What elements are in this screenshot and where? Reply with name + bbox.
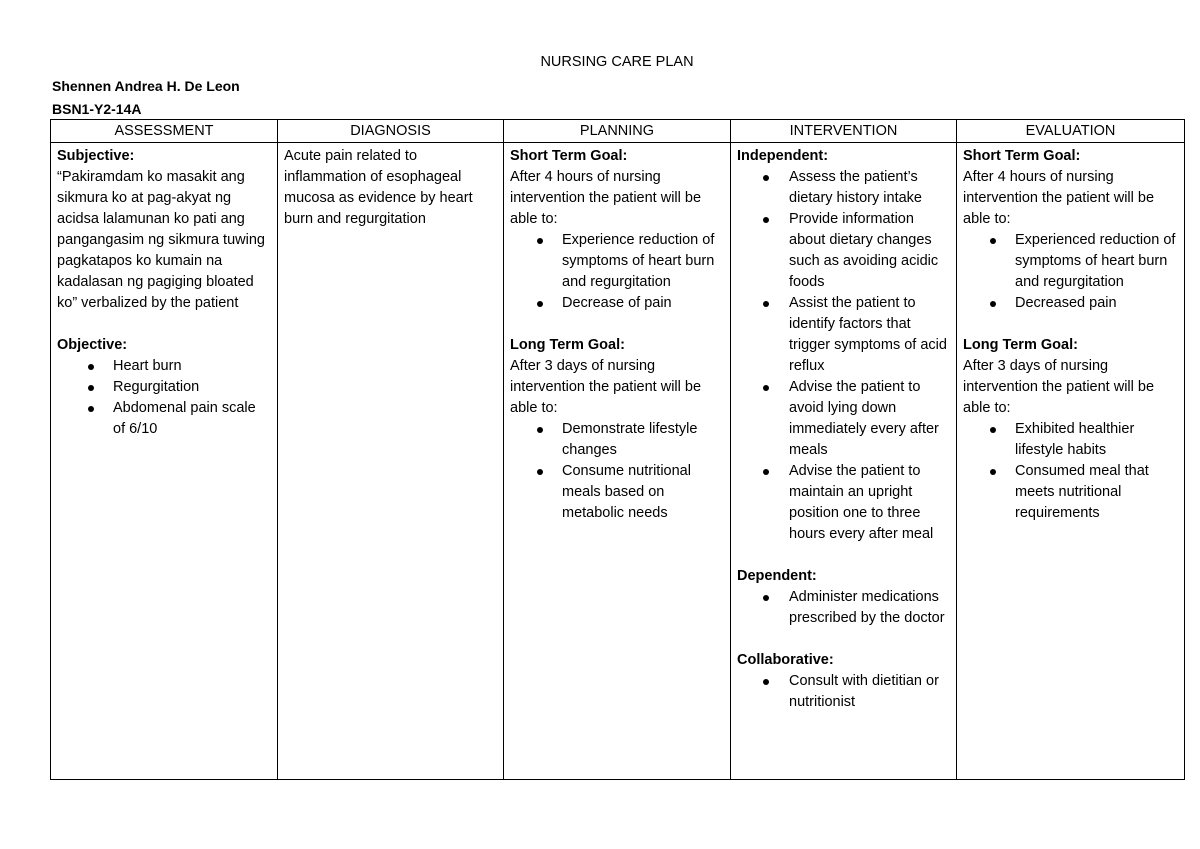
bullet-icon	[537, 469, 543, 475]
bullet-icon	[537, 238, 543, 244]
bullet-icon	[88, 364, 94, 370]
list-item: Consume nutritional meals based on metabolic needs	[510, 461, 724, 524]
list-item: Decrease of pain	[510, 293, 724, 314]
list-item: Administer medications prescribed by the doctor	[737, 587, 950, 629]
bullet-icon	[990, 427, 996, 433]
list-item: Regurgitation	[57, 377, 271, 398]
bullet-icon	[990, 301, 996, 307]
evaluation-short-term-intro: After 4 hours of nursing intervention the patient will be able to:	[963, 169, 1155, 227]
header-diagnosis: DIAGNOSIS	[278, 120, 504, 143]
subjective-label: Subjective:	[57, 148, 135, 164]
list-item: Consult with dietitian or nutritionist	[737, 671, 950, 713]
header-planning: PLANNING	[504, 120, 731, 143]
list-item: Abdomenal pain scale of 6/10	[57, 398, 271, 440]
list-item: Demonstrate lifestyle changes	[510, 419, 724, 461]
header-assessment: ASSESSMENT	[51, 120, 278, 143]
evaluation-long-term-label: Long Term Goal:	[963, 337, 1078, 353]
bullet-icon	[537, 427, 543, 433]
list-item: Experience reduction of symptoms of heart burn and regurgitation	[510, 230, 724, 293]
collaborative-label: Collaborative:	[737, 652, 834, 668]
evaluation-long-term-list	[963, 419, 1178, 524]
header-intervention: INTERVENTION	[731, 120, 957, 143]
planning-long-term-intro: After 3 days of nursing intervention the patient will be able to:	[510, 358, 702, 416]
table-header-row	[51, 120, 1185, 143]
bullet-icon	[763, 595, 769, 601]
list-item: Provide information about dietary changes such as avoiding acidic foods	[737, 209, 950, 293]
student-section: BSN1-Y2-14A	[52, 101, 142, 117]
dependent-label: Dependent:	[737, 568, 817, 584]
intervention-cell	[731, 143, 957, 780]
list-item: Consumed meal that meets nutritional requirements	[963, 461, 1178, 524]
bullet-icon	[763, 469, 769, 475]
evaluation-cell	[957, 143, 1185, 780]
list-item: Decreased pain	[963, 293, 1178, 314]
list-item: Exhibited healthier lifestyle habits	[963, 419, 1178, 461]
diagnosis-cell	[278, 143, 504, 780]
list-item: Experienced reduction of symptoms of heart burn and regurgitation	[963, 230, 1178, 293]
objective-list	[57, 356, 271, 440]
planning-cell	[504, 143, 731, 780]
planning-long-term-list	[510, 419, 724, 524]
bullet-icon	[88, 406, 94, 412]
list-item: Advise the patient to maintain an upright position one to three hours every after meal	[737, 461, 950, 545]
bullet-icon	[990, 469, 996, 475]
subjective-text: “Pakiramdam ko masakit ang sikmura ko at pag-akyat ng acidsa lalamunan ko pati ang pangangasim ng sikmura tuwing pagkatapos ko kumain na kadalasan ng pagiging bloated ko” verbalized by the patient	[57, 169, 265, 311]
bullet-icon	[763, 679, 769, 685]
table-row	[51, 143, 1185, 780]
page-title: NURSING CARE PLAN	[540, 54, 694, 70]
evaluation-long-term-intro: After 3 days of nursing intervention the patient will be able to:	[963, 358, 1155, 416]
independent-label: Independent:	[737, 148, 829, 164]
independent-list	[737, 167, 950, 545]
assessment-cell	[51, 143, 278, 780]
header-evaluation: EVALUATION	[957, 120, 1185, 143]
planning-short-term-list	[510, 230, 724, 314]
student-name: Shennen Andrea H. De Leon	[52, 78, 240, 94]
evaluation-short-term-label: Short Term Goal:	[963, 148, 1081, 164]
list-item: Assist the patient to identify factors that trigger symptoms of acid reflux	[737, 293, 950, 377]
bullet-icon	[88, 385, 94, 391]
bullet-icon	[990, 238, 996, 244]
bullet-icon	[763, 385, 769, 391]
evaluation-short-term-list	[963, 230, 1178, 314]
bullet-icon	[763, 301, 769, 307]
planning-long-term-label: Long Term Goal:	[510, 337, 625, 353]
list-item: Assess the patient’s dietary history intake	[737, 167, 950, 209]
nursing-care-plan-table	[50, 119, 1185, 780]
bullet-icon	[763, 175, 769, 181]
bullet-icon	[537, 301, 543, 307]
planning-short-term-label: Short Term Goal:	[510, 148, 628, 164]
list-item: Advise the patient to avoid lying down immediately every after meals	[737, 377, 950, 461]
dependent-list	[737, 587, 950, 629]
list-item: Heart burn	[57, 356, 271, 377]
objective-label: Objective:	[57, 337, 128, 353]
collaborative-list	[737, 671, 950, 713]
diagnosis-text: Acute pain related to inflammation of esophageal mucosa as evidence by heart burn and regurgitation	[284, 148, 473, 227]
bullet-icon	[763, 217, 769, 223]
planning-short-term-intro: After 4 hours of nursing intervention the patient will be able to:	[510, 169, 702, 227]
